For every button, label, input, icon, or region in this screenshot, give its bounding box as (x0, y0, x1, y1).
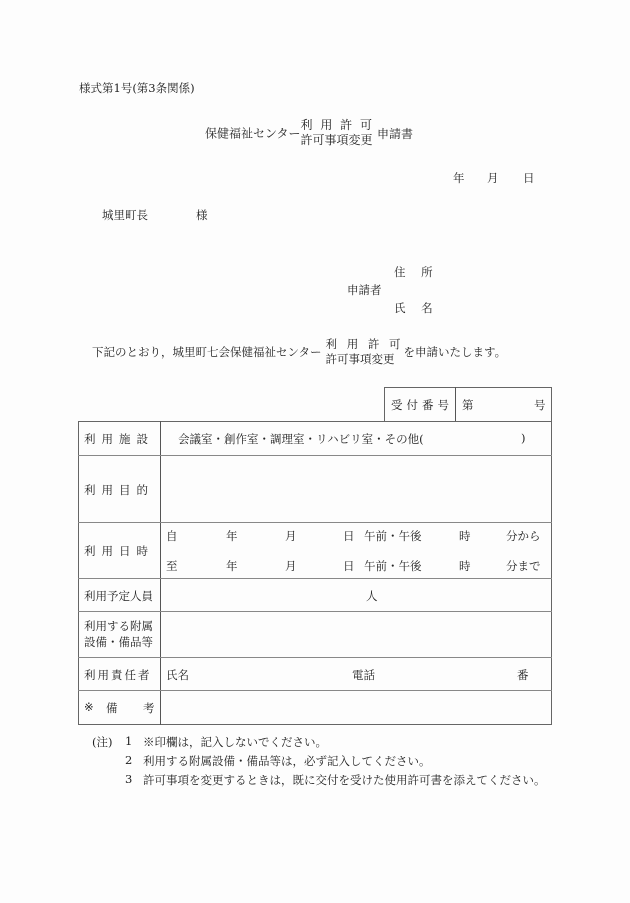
receipt-divider (455, 387, 456, 422)
datetime-from-ampm[interactable]: 午前・午後 (364, 529, 422, 543)
receipt-label: 受付番号 (391, 398, 453, 412)
datetime-to-month: 月 (285, 559, 297, 573)
people-label: 利用予定人員 (84, 589, 153, 603)
title-suffix: 申請書 (376, 126, 413, 141)
applicant-address-label: 住 所 (394, 265, 439, 279)
applicant-name-label: 氏 名 (394, 301, 439, 315)
purpose-field[interactable] (162, 457, 550, 521)
responsible-name-label: 氏名 (166, 668, 189, 682)
note-text: 許可事項を変更するときは，既に交付を受けた使用許可書を添えてください。 (143, 773, 546, 787)
datetime-to-hour: 時 (459, 559, 471, 573)
addressee-honorific: 様 (196, 208, 208, 222)
datetime-from-end: 分から (506, 529, 541, 543)
equipment-label (84, 618, 153, 650)
row-divider (78, 522, 552, 523)
row-divider (78, 657, 552, 658)
row-divider (78, 611, 552, 612)
datetime-from-day: 日 (343, 529, 355, 543)
row-divider (78, 690, 552, 691)
receipt-dai: 第 (462, 398, 474, 412)
responsible-ban: 番 (517, 668, 529, 682)
title-option-change: 許可事項変更 (300, 133, 373, 147)
applicant-label: 申請者 (347, 283, 382, 297)
remarks-mark: ※ (84, 700, 94, 714)
people-unit: 人 (366, 589, 378, 603)
responsible-phone-label: 電話 (352, 668, 375, 682)
note-number: 2 (125, 753, 133, 767)
note-text: 利用する附属設備・備品等は，必ず記入してください。 (143, 754, 431, 768)
title-prefix: 保健福祉センター (205, 126, 301, 141)
statement (92, 337, 506, 367)
datetime-from-month: 月 (285, 529, 297, 543)
statement-option-permit: 利 用 許 可 (325, 337, 404, 351)
equipment-label-line1: 利用する附属 (84, 619, 153, 633)
addressee-name: 城里町長 (102, 208, 148, 222)
statement-option-change: 許可事項変更 (325, 352, 395, 366)
row-divider (78, 455, 552, 456)
form-title (205, 118, 413, 148)
form-number: 様式第1号(第3条関係) (79, 81, 195, 95)
datetime-to-start: 至 (166, 559, 178, 573)
receipt-go: 号 (534, 398, 546, 412)
date-day: 日 (523, 171, 535, 185)
remarks-label-a: 備 (106, 701, 118, 715)
table-label-divider (160, 421, 161, 725)
statement-suffix: を申請いたします。 (403, 345, 507, 359)
equipment-field[interactable] (162, 613, 550, 656)
facility-close-paren: ) (521, 431, 526, 445)
statement-prefix: 下記のとおり，城里町七会保健福祉センター (92, 345, 322, 359)
statement-options (326, 337, 404, 367)
facility-label: 利用施設 (84, 432, 154, 446)
equipment-label-line2: 設備・備品等 (84, 635, 153, 649)
note-text: ※印欄は，記入しないでください。 (143, 735, 327, 749)
note-number: 1 (125, 734, 133, 748)
date-month: 月 (487, 171, 499, 185)
datetime-to-year: 年 (226, 559, 238, 573)
datetime-to-day: 日 (343, 559, 355, 573)
row-divider (78, 578, 552, 579)
date-year: 年 (453, 171, 465, 185)
datetime-label: 利用日時 (84, 544, 154, 558)
title-option-permit: 利 用 許 可 (300, 118, 374, 132)
datetime-from-year: 年 (226, 529, 238, 543)
title-options (301, 118, 374, 148)
responsible-label: 利用責任者 (84, 668, 152, 682)
remarks-label-b: 考 (143, 701, 155, 715)
datetime-to-end: 分まで (506, 559, 541, 573)
datetime-from-hour: 時 (459, 529, 471, 543)
facility-options[interactable]: 会議室・創作室・調理室・リハビリ室・その他( (178, 432, 424, 446)
notes-label: (注) (92, 735, 113, 749)
note-number: 3 (125, 772, 133, 786)
datetime-to-ampm[interactable]: 午前・午後 (364, 559, 422, 573)
datetime-from-start: 自 (166, 529, 178, 543)
purpose-label: 利用目的 (84, 483, 154, 497)
